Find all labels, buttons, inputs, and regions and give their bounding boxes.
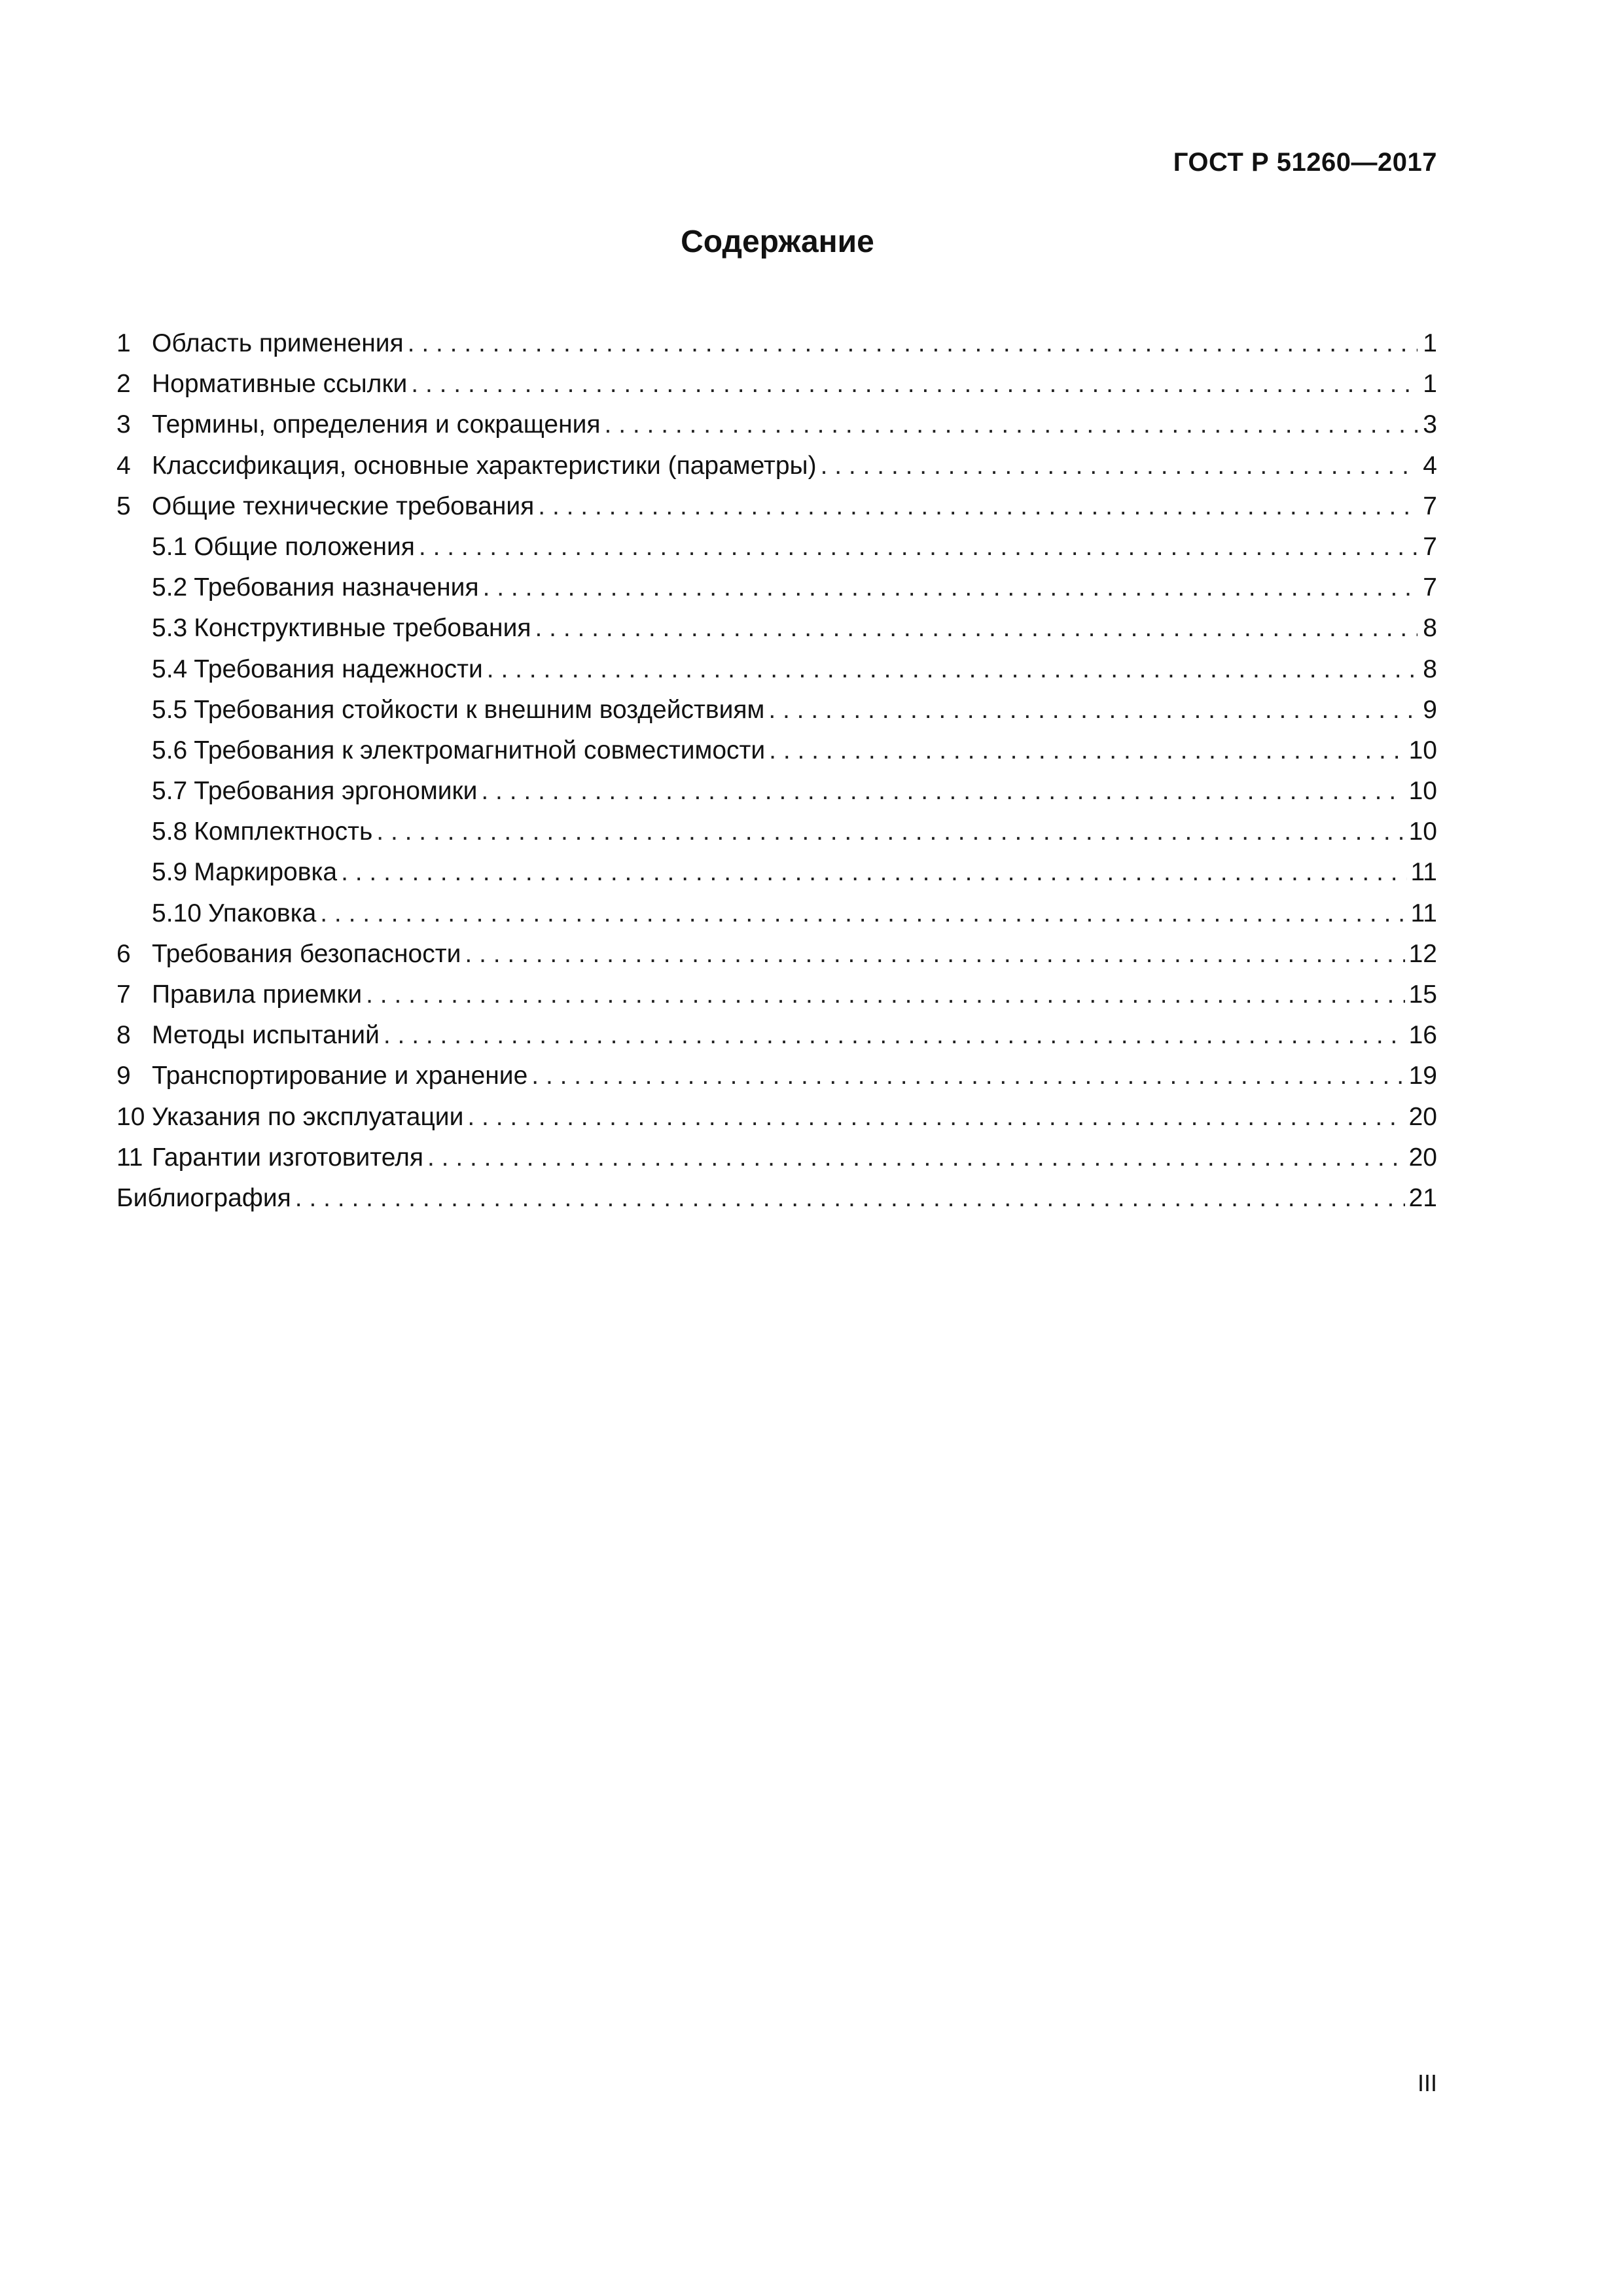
- toc-item-number: 10: [116, 1102, 145, 1131]
- toc-item-page: 20: [1408, 1143, 1437, 1172]
- toc-item-label: Маркировка: [194, 858, 338, 887]
- toc-item-6[interactable]: [116, 934, 1437, 975]
- toc-item-bibliography[interactable]: [116, 1178, 1437, 1219]
- toc-item-number: 3: [116, 410, 131, 439]
- toc-item-4[interactable]: [116, 446, 1437, 486]
- toc-item-5-4[interactable]: [116, 649, 1437, 690]
- toc-item-page: 1: [1423, 370, 1437, 399]
- dot-leader: [467, 1097, 1404, 1138]
- toc-item-number: 1: [116, 329, 131, 357]
- dot-leader: [535, 608, 1418, 649]
- toc-item-label: Общие технические требования: [152, 492, 535, 520]
- toc-item-page: 10: [1408, 736, 1437, 764]
- toc-item-label: Транспортирование и хранение: [152, 1062, 528, 1090]
- toc-item-page: 15: [1408, 980, 1437, 1009]
- toc-item-label: Правила приемки: [152, 980, 363, 1009]
- toc-item-11[interactable]: [116, 1138, 1437, 1178]
- toc-item-number: 5.7: [152, 777, 188, 806]
- toc-item-page: 10: [1408, 777, 1437, 806]
- toc-item-label: Упаковка: [207, 899, 317, 927]
- toc-item-label: Требования эргономики: [194, 777, 478, 806]
- toc-item-1[interactable]: [116, 323, 1437, 364]
- dot-leader: [465, 934, 1404, 975]
- toc-title: Содержание: [681, 224, 874, 259]
- toc-item-5-8[interactable]: [116, 812, 1437, 852]
- dot-leader: [538, 486, 1418, 527]
- dot-leader: [366, 975, 1404, 1015]
- toc-item-page: 7: [1423, 573, 1437, 602]
- toc-item-label: Библиография: [116, 1183, 291, 1212]
- toc-item-number: 7: [116, 980, 131, 1009]
- toc-item-label: Требования надежности: [194, 655, 483, 683]
- dot-leader: [427, 1138, 1405, 1178]
- toc-item-page: 16: [1408, 1021, 1437, 1050]
- toc-item-label: Термины, определения и сокращения: [152, 410, 601, 439]
- toc-item-label: Область применения: [152, 329, 404, 357]
- toc-item-number: 5.5: [152, 695, 188, 724]
- toc-item-10[interactable]: [116, 1097, 1437, 1138]
- toc-item-number: 8: [116, 1021, 131, 1050]
- dot-leader: [383, 1015, 1405, 1056]
- toc-item-number: 5.8: [152, 817, 188, 846]
- toc-item-5-1[interactable]: [116, 527, 1437, 567]
- toc-item-page: 8: [1423, 655, 1437, 683]
- dot-leader: [487, 649, 1418, 690]
- toc-item-page: 19: [1408, 1062, 1437, 1090]
- toc-item-page: 4: [1423, 451, 1437, 480]
- toc-item-page: 7: [1423, 532, 1437, 561]
- dot-leader: [481, 771, 1404, 812]
- toc-item-label: Методы испытаний: [152, 1021, 380, 1050]
- toc-item-number: 5.10: [152, 899, 202, 927]
- toc-item-number: 5.2: [152, 573, 188, 602]
- toc-item-5-10[interactable]: [116, 893, 1437, 934]
- toc-item-page: 12: [1408, 939, 1437, 968]
- toc-item-9[interactable]: [116, 1056, 1437, 1096]
- toc-item-number: 2: [116, 370, 131, 399]
- toc-item-5-9[interactable]: [116, 852, 1437, 893]
- toc-item-5-6[interactable]: [116, 730, 1437, 771]
- dot-leader: [408, 323, 1418, 364]
- dot-leader: [295, 1178, 1405, 1219]
- toc-item-label: Гарантии изготовителя: [152, 1143, 423, 1172]
- dot-leader: [320, 893, 1406, 934]
- toc-item-page: 7: [1423, 492, 1437, 520]
- page-number: III: [1417, 2070, 1437, 2096]
- toc-item-page: 1: [1423, 329, 1437, 357]
- dot-leader: [376, 812, 1404, 852]
- toc-item-number: 5.4: [152, 655, 188, 683]
- toc-item-number: 9: [116, 1062, 131, 1090]
- dot-leader: [605, 404, 1418, 445]
- dot-leader: [531, 1056, 1404, 1096]
- toc-item-label: Общие положения: [194, 532, 415, 561]
- toc-item-number: 5.1: [152, 532, 188, 561]
- toc-item-label: Нормативные ссылки: [152, 370, 408, 399]
- dot-leader: [419, 527, 1418, 567]
- toc-item-label: Классификация, основные характеристики (параметры): [152, 451, 817, 480]
- toc-item-number: 11: [116, 1143, 143, 1172]
- toc-item-page: 8: [1423, 614, 1437, 643]
- toc-item-label: Требования назначения: [194, 573, 479, 602]
- toc-item-5-3[interactable]: [116, 608, 1437, 649]
- toc-item-label: Требования безопасности: [152, 939, 461, 968]
- toc-item-label: Указания по эксплуатации: [152, 1102, 464, 1131]
- toc-item-label: Требования стойкости к внешним воздействиям: [194, 695, 765, 724]
- toc-item-5-7[interactable]: [116, 771, 1437, 812]
- toc-item-label: Требования к электромагнитной совместимости: [194, 736, 766, 764]
- toc-item-page: 20: [1408, 1102, 1437, 1131]
- toc-item-2[interactable]: [116, 364, 1437, 404]
- document-code: ГОСТ Р 51260—2017: [1173, 148, 1437, 177]
- toc-item-number: 5.9: [152, 858, 188, 887]
- toc-item-number: 5.3: [152, 614, 188, 643]
- toc-item-label: Комплектность: [194, 817, 373, 846]
- toc-item-page: 11: [1410, 899, 1437, 927]
- toc-item-number: 5.6: [152, 736, 188, 764]
- table-of-contents: [116, 323, 1437, 1219]
- toc-item-label: Конструктивные требования: [194, 614, 531, 643]
- toc-item-7[interactable]: [116, 975, 1437, 1015]
- toc-item-3[interactable]: [116, 404, 1437, 445]
- dot-leader: [768, 690, 1418, 730]
- toc-item-page: 21: [1408, 1183, 1437, 1212]
- toc-item-number: 5: [116, 492, 131, 520]
- toc-item-page: 9: [1423, 695, 1437, 724]
- toc-item-page: 10: [1408, 817, 1437, 846]
- toc-item-5-2[interactable]: [116, 567, 1437, 608]
- toc-item-5-5[interactable]: [116, 690, 1437, 730]
- toc-item-5[interactable]: [116, 486, 1437, 527]
- dot-leader: [341, 852, 1406, 893]
- toc-item-page: 3: [1423, 410, 1437, 439]
- toc-item-8[interactable]: [116, 1015, 1437, 1056]
- dot-leader: [411, 364, 1418, 404]
- toc-item-number: 6: [116, 939, 131, 968]
- dot-leader: [483, 567, 1418, 608]
- toc-item-page: 11: [1410, 858, 1437, 887]
- toc-item-number: 4: [116, 451, 131, 480]
- dot-leader: [769, 730, 1404, 771]
- dot-leader: [821, 446, 1418, 486]
